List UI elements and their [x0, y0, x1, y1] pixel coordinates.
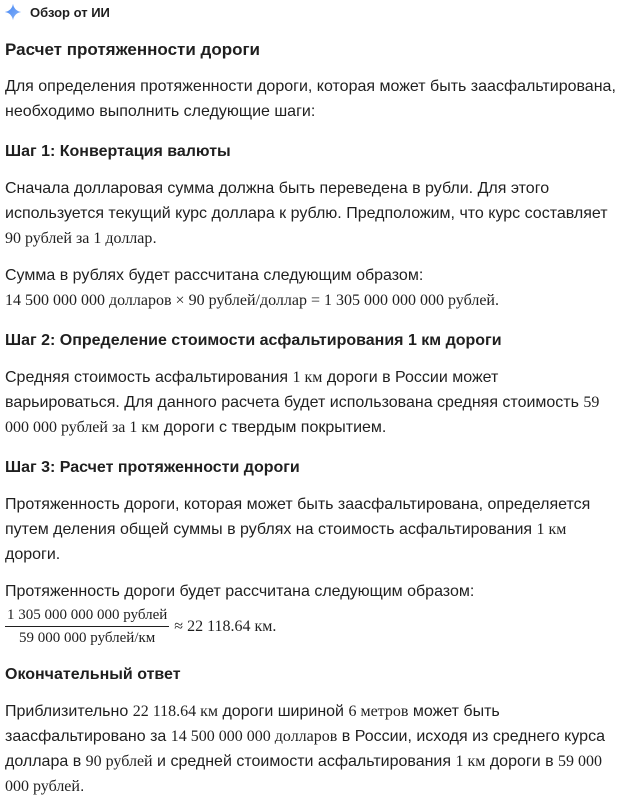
intro-paragraph: Для определения протяженности дороги, которая может быть заасфальтирована, необходимо выполнить следующие шаги:: [5, 78, 616, 120]
length-formula: [5, 606, 617, 647]
fraction-numerator: 1 305 000 000 000 рублей: [5, 606, 169, 627]
final-text-a: Приблизительно: [5, 703, 133, 720]
final-text-d: в России, исходя из среднего курса доллара в: [5, 728, 605, 770]
final-text-g: .: [79, 778, 85, 795]
step2-paragraph: [5, 365, 617, 440]
step3-text-a: Протяженность дороги, которая может быть заасфальтирована, определяется путем деления общей суммы в рублях на стоимость асфальтирования: [5, 496, 591, 538]
step2-text-b: дороги в России может варьироваться. Для данного расчета будет использована средняя стоимость: [5, 369, 584, 411]
final-text-e: и средней стоимости асфальтирования: [152, 753, 456, 770]
final-text-c: может быть заасфальтировано за: [5, 703, 500, 745]
step1-paragraph: [5, 176, 617, 251]
step2-text-a: Средняя стоимость асфальтирования: [5, 369, 293, 386]
final-heading: Окончательный ответ: [5, 666, 181, 683]
step3-formula-intro: Протяженность дороги будет рассчитана следующим образом:: [5, 583, 475, 600]
step1-heading: Шаг 1: Конвертация валюты: [5, 143, 231, 160]
final-math-dollars: 14 500 000 000 долларов: [170, 728, 338, 745]
length-fraction: [5, 606, 169, 647]
answer-content: [5, 38, 617, 799]
conversion-formula-math: 14 500 000 000 долларов × 90 рублей/доллар = 1 305 000 000 000 рублей.: [5, 292, 499, 309]
step3-paragraph: [5, 492, 617, 567]
step1-text: Сначала долларовая сумма должна быть переведена в рубли. Для этого используется текущий курс доллара к рублю. Предположим, что курс составляет: [5, 180, 608, 222]
answer-title: Расчет протяженности дороги: [5, 40, 260, 59]
ai-overview-header: [4, 0, 110, 24]
ai-overview-label: Обзор от ИИ: [30, 4, 110, 20]
length-result: ≈ 22 118.64 км.: [174, 617, 277, 635]
fraction-denominator: 59 000 000 рублей/км: [19, 630, 156, 646]
final-math-km: 1 км: [455, 753, 486, 770]
step2-text-c: дороги с твердым покрытием.: [159, 419, 387, 436]
step3-text-b: дороги.: [5, 546, 61, 563]
step2-heading: Шаг 2: Определение стоимости асфальтирования 1 км дороги: [5, 332, 502, 349]
conversion-formula: [5, 288, 617, 313]
gemini-spark-icon: [4, 3, 22, 21]
step1-formula-intro: Сумма в рублях будет рассчитана следующим образом:: [5, 267, 424, 284]
final-math-width: 6 метров: [348, 703, 409, 720]
final-text-b: дороги шириной: [218, 703, 349, 720]
step2-math-km: 1 км: [292, 369, 323, 386]
final-math-cost: 59 000 000 рублей: [5, 753, 603, 795]
exchange-rate-math: 90 рублей за 1 доллар: [5, 230, 153, 247]
final-paragraph: [5, 699, 617, 799]
step2-math-cost: 59 000 000 рублей за 1 км: [5, 394, 600, 436]
step3-math-km: 1 км: [536, 521, 567, 538]
step3-heading: Шаг 3: Расчет протяженности дороги: [5, 459, 300, 476]
final-math-rate: 90 рублей: [85, 753, 153, 770]
final-text-f: дороги в: [485, 753, 559, 770]
final-math-length: 22 118.64 км: [132, 703, 219, 720]
step1-period: .: [152, 230, 157, 247]
